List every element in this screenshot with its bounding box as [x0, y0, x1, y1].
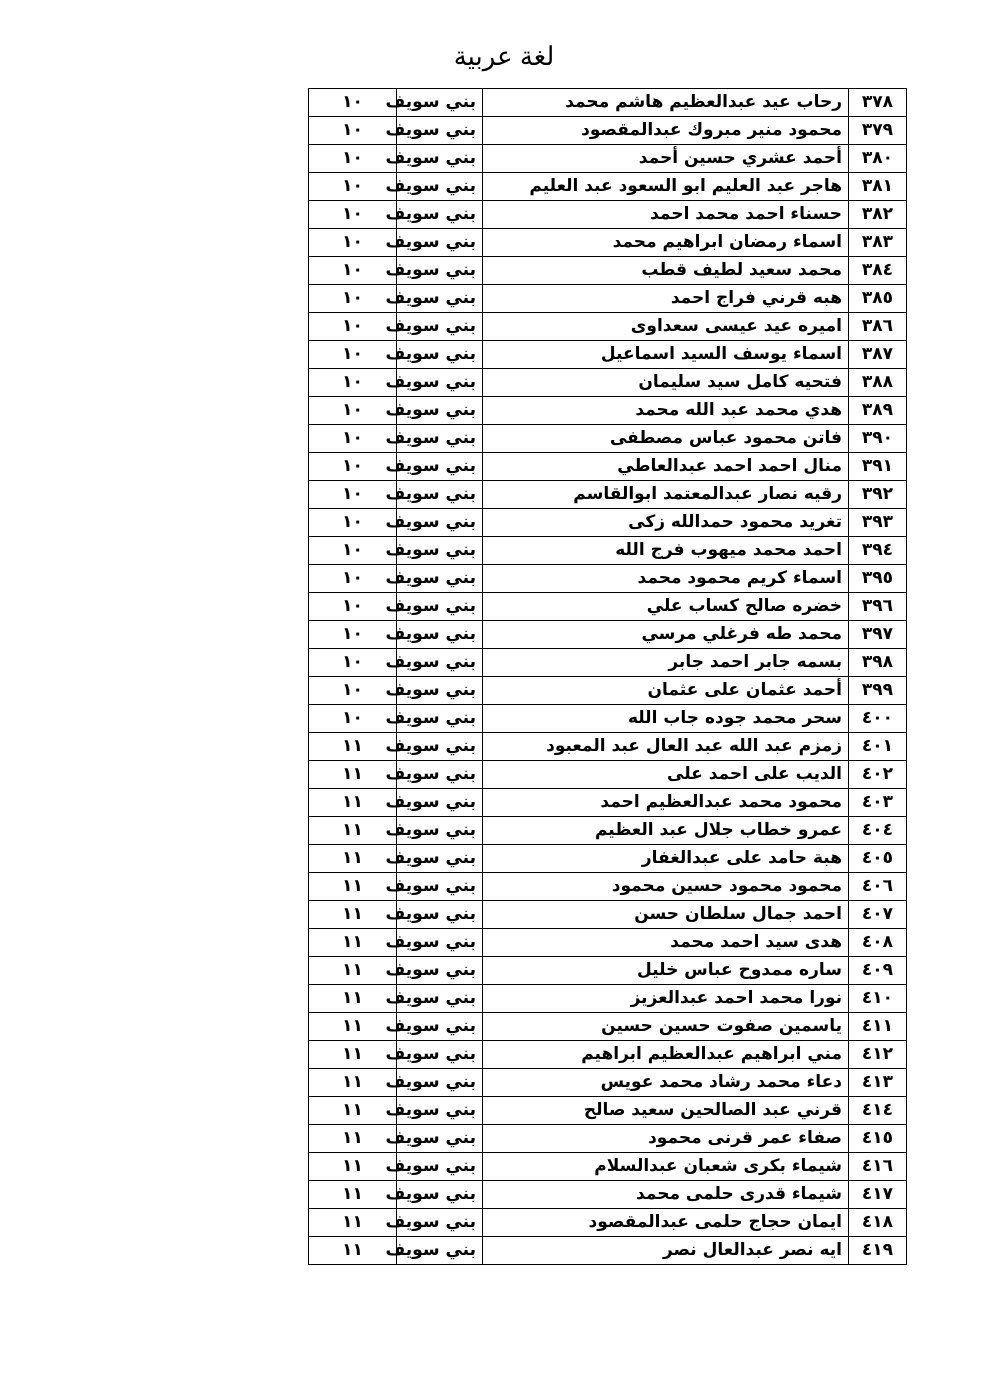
row-grade: ١١	[309, 733, 397, 761]
row-name: هدى سيد احمد محمد	[483, 929, 849, 957]
row-name: تغريد محمود حمدالله زكى	[483, 509, 849, 537]
row-number: ٣٩١	[849, 453, 907, 481]
row-name: ايمان حجاج حلمى عبدالمقصود	[483, 1209, 849, 1237]
table-row	[309, 285, 907, 313]
row-name: زمزم عبد الله عبد العال عبد المعبود	[483, 733, 849, 761]
row-name: اسماء كريم محمود محمد	[483, 565, 849, 593]
row-name: محمود محمد عبدالعظيم احمد	[483, 789, 849, 817]
row-governorate: بني سويف	[397, 509, 483, 537]
row-governorate: بني سويف	[397, 901, 483, 929]
row-grade: ١١	[309, 1237, 397, 1265]
row-name: قرني عبد الصالحين سعيد صالح	[483, 1097, 849, 1125]
table-body	[309, 89, 907, 1265]
row-governorate: بني سويف	[397, 117, 483, 145]
row-governorate: بني سويف	[397, 705, 483, 733]
row-number: ٤١٨	[849, 1209, 907, 1237]
row-grade: ١٠	[309, 313, 397, 341]
table-row	[309, 397, 907, 425]
row-governorate: بني سويف	[397, 985, 483, 1013]
table-row	[309, 789, 907, 817]
row-grade: ١٠	[309, 341, 397, 369]
row-number: ٣٩٥	[849, 565, 907, 593]
row-grade: ١٠	[309, 621, 397, 649]
table-row	[309, 985, 907, 1013]
table-row	[309, 1209, 907, 1237]
row-grade: ١٠	[309, 117, 397, 145]
row-name: رحاب عيد عبدالعظيم هاشم محمد	[483, 89, 849, 117]
row-grade: ١٠	[309, 481, 397, 509]
row-name: محمد طه فرغلي مرسي	[483, 621, 849, 649]
row-name: ساره ممدوح عباس خليل	[483, 957, 849, 985]
row-name: احمد محمد ميهوب فرج الله	[483, 537, 849, 565]
row-governorate: بني سويف	[397, 145, 483, 173]
table-row	[309, 761, 907, 789]
row-number: ٣٨٣	[849, 229, 907, 257]
row-number: ٤٠٤	[849, 817, 907, 845]
row-governorate: بني سويف	[397, 1153, 483, 1181]
row-name: محمد سعيد لطيف قطب	[483, 257, 849, 285]
row-governorate: بني سويف	[397, 873, 483, 901]
table-row	[309, 453, 907, 481]
row-name: احمد جمال سلطان حسن	[483, 901, 849, 929]
row-name: ايه نصر عبدالعال نصر	[483, 1237, 849, 1265]
row-name: أحمد عشري حسين أحمد	[483, 145, 849, 173]
row-number: ٤١٦	[849, 1153, 907, 1181]
row-governorate: بني سويف	[397, 201, 483, 229]
row-grade: ١١	[309, 1013, 397, 1041]
table-row	[309, 677, 907, 705]
row-name: فاتن محمود عباس مصطفى	[483, 425, 849, 453]
table-row	[309, 1125, 907, 1153]
row-number: ٣٨٦	[849, 313, 907, 341]
table-row	[309, 929, 907, 957]
row-number: ٣٨٤	[849, 257, 907, 285]
table-row	[309, 1181, 907, 1209]
row-governorate: بني سويف	[397, 1069, 483, 1097]
row-governorate: بني سويف	[397, 1097, 483, 1125]
row-grade: ١٠	[309, 229, 397, 257]
row-governorate: بني سويف	[397, 1209, 483, 1237]
row-name: حسناء احمد محمد احمد	[483, 201, 849, 229]
row-grade: ١٠	[309, 565, 397, 593]
row-number: ٤١٠	[849, 985, 907, 1013]
table-row	[309, 621, 907, 649]
table-row	[309, 817, 907, 845]
row-number: ٣٩٩	[849, 677, 907, 705]
row-grade: ١٠	[309, 705, 397, 733]
row-governorate: بني سويف	[397, 1013, 483, 1041]
table-row	[309, 145, 907, 173]
row-grade: ١٠	[309, 509, 397, 537]
row-name: هبة حامد على عبدالغفار	[483, 845, 849, 873]
row-number: ٤٠٦	[849, 873, 907, 901]
row-grade: ١١	[309, 1041, 397, 1069]
row-name: محمود منير مبروك عبدالمقصود	[483, 117, 849, 145]
table-row	[309, 1153, 907, 1181]
row-number: ٣٩٠	[849, 425, 907, 453]
row-name: بسمه جابر احمد جابر	[483, 649, 849, 677]
row-name: هدي محمد عبد الله محمد	[483, 397, 849, 425]
row-name: اسماء رمضان ابراهيم محمد	[483, 229, 849, 257]
row-name: الديب على احمد على	[483, 761, 849, 789]
row-number: ٤٠٣	[849, 789, 907, 817]
table-row	[309, 1069, 907, 1097]
row-grade: ١١	[309, 985, 397, 1013]
row-number: ٤١٣	[849, 1069, 907, 1097]
row-name: دعاء محمد رشاد محمد عويس	[483, 1069, 849, 1097]
row-name: فتحيه كامل سيد سليمان	[483, 369, 849, 397]
row-name: شيماء بكرى شعبان عبدالسلام	[483, 1153, 849, 1181]
table-row	[309, 1237, 907, 1265]
row-name: أحمد عثمان على عثمان	[483, 677, 849, 705]
table-row	[309, 873, 907, 901]
row-governorate: بني سويف	[397, 733, 483, 761]
row-number: ٤٠٧	[849, 901, 907, 929]
row-governorate: بني سويف	[397, 929, 483, 957]
row-number: ٣٩٢	[849, 481, 907, 509]
row-name: ياسمين صفوت حسين حسين	[483, 1013, 849, 1041]
row-number: ٤٠٠	[849, 705, 907, 733]
table-row	[309, 957, 907, 985]
row-number: ٣٩٤	[849, 537, 907, 565]
row-grade: ١٠	[309, 649, 397, 677]
row-grade: ١٠	[309, 145, 397, 173]
row-governorate: بني سويف	[397, 1125, 483, 1153]
row-number: ٤٠٥	[849, 845, 907, 873]
row-grade: ١١	[309, 901, 397, 929]
row-governorate: بني سويف	[397, 481, 483, 509]
row-governorate: بني سويف	[397, 397, 483, 425]
table-row	[309, 1097, 907, 1125]
row-number: ٣٩٦	[849, 593, 907, 621]
row-grade: ١٠	[309, 593, 397, 621]
row-number: ٤١٧	[849, 1181, 907, 1209]
row-governorate: بني سويف	[397, 257, 483, 285]
row-grade: ١١	[309, 1153, 397, 1181]
row-grade: ١١	[309, 1209, 397, 1237]
row-grade: ١١	[309, 873, 397, 901]
row-grade: ١٠	[309, 453, 397, 481]
row-number: ٤١٤	[849, 1097, 907, 1125]
table-row	[309, 593, 907, 621]
row-grade: ١٠	[309, 257, 397, 285]
row-name: اميره عيد عيسى سعداوى	[483, 313, 849, 341]
row-governorate: بني سويف	[397, 229, 483, 257]
table-row	[309, 117, 907, 145]
row-governorate: بني سويف	[397, 1181, 483, 1209]
row-grade: ١١	[309, 761, 397, 789]
row-governorate: بني سويف	[397, 425, 483, 453]
row-grade: ١١	[309, 929, 397, 957]
row-number: ٣٧٩	[849, 117, 907, 145]
row-grade: ١٠	[309, 285, 397, 313]
row-governorate: بني سويف	[397, 369, 483, 397]
row-name: هاجر عبد العليم ابو السعود عبد العليم	[483, 173, 849, 201]
row-grade: ١٠	[309, 537, 397, 565]
row-governorate: بني سويف	[397, 677, 483, 705]
row-grade: ١٠	[309, 89, 397, 117]
row-number: ٣٨٩	[849, 397, 907, 425]
table-row	[309, 649, 907, 677]
table-row	[309, 705, 907, 733]
table-row	[309, 341, 907, 369]
row-name: منال احمد احمد عبدالعاطي	[483, 453, 849, 481]
row-name: اسماء يوسف السيد اسماعيل	[483, 341, 849, 369]
row-governorate: بني سويف	[397, 761, 483, 789]
row-number: ٤١٢	[849, 1041, 907, 1069]
row-governorate: بني سويف	[397, 621, 483, 649]
row-name: نورا محمد احمد عبدالعزيز	[483, 985, 849, 1013]
row-grade: ١٠	[309, 369, 397, 397]
row-name: رقيه نصار عبدالمعتمد ابوالقاسم	[483, 481, 849, 509]
row-governorate: بني سويف	[397, 341, 483, 369]
row-number: ٣٩٣	[849, 509, 907, 537]
row-governorate: بني سويف	[397, 565, 483, 593]
row-grade: ١١	[309, 845, 397, 873]
row-number: ٣٨١	[849, 173, 907, 201]
table-row	[309, 901, 907, 929]
table-row	[309, 1013, 907, 1041]
row-number: ٤٠٨	[849, 929, 907, 957]
row-name: هبه قرني فراج احمد	[483, 285, 849, 313]
row-number: ٣٨٢	[849, 201, 907, 229]
table-row	[309, 845, 907, 873]
table-row	[309, 1041, 907, 1069]
table-row	[309, 257, 907, 285]
row-governorate: بني سويف	[397, 817, 483, 845]
table-row	[309, 313, 907, 341]
table-row	[309, 733, 907, 761]
row-governorate: بني سويف	[397, 845, 483, 873]
row-governorate: بني سويف	[397, 1041, 483, 1069]
table-row	[309, 201, 907, 229]
row-number: ٣٩٧	[849, 621, 907, 649]
table-row	[309, 537, 907, 565]
table-row	[309, 425, 907, 453]
row-name: سحر محمد جوده جاب الله	[483, 705, 849, 733]
table-row	[309, 509, 907, 537]
page-title: لغة عربية	[453, 41, 555, 71]
row-governorate: بني سويف	[397, 89, 483, 117]
table-row	[309, 229, 907, 257]
row-grade: ١٠	[309, 425, 397, 453]
row-governorate: بني سويف	[397, 313, 483, 341]
row-name: مني ابراهيم عبدالعظيم ابراهيم	[483, 1041, 849, 1069]
row-governorate: بني سويف	[397, 789, 483, 817]
row-grade: ١١	[309, 1097, 397, 1125]
row-name: خضره صالح كساب علي	[483, 593, 849, 621]
row-grade: ١١	[309, 1125, 397, 1153]
row-governorate: بني سويف	[397, 173, 483, 201]
row-number: ٤٠٢	[849, 761, 907, 789]
row-number: ٣٨٨	[849, 369, 907, 397]
row-governorate: بني سويف	[397, 453, 483, 481]
row-grade: ١١	[309, 957, 397, 985]
row-governorate: بني سويف	[397, 593, 483, 621]
row-number: ٤١٥	[849, 1125, 907, 1153]
row-name: محمود محمود حسين محمود	[483, 873, 849, 901]
row-grade: ١٠	[309, 201, 397, 229]
row-grade: ١١	[309, 817, 397, 845]
table-row	[309, 173, 907, 201]
row-governorate: بني سويف	[397, 537, 483, 565]
names-table	[308, 88, 907, 1265]
table-row	[309, 369, 907, 397]
row-number: ٣٨٥	[849, 285, 907, 313]
row-name: شيماء قدرى حلمى محمد	[483, 1181, 849, 1209]
row-number: ٣٧٨	[849, 89, 907, 117]
row-name: صفاء عمر قرنى محمود	[483, 1125, 849, 1153]
row-grade: ١١	[309, 789, 397, 817]
row-grade: ١٠	[309, 677, 397, 705]
row-number: ٤١٩	[849, 1237, 907, 1265]
table-row	[309, 481, 907, 509]
row-governorate: بني سويف	[397, 1237, 483, 1265]
row-governorate: بني سويف	[397, 957, 483, 985]
row-grade: ١٠	[309, 173, 397, 201]
row-number: ٤٠٩	[849, 957, 907, 985]
row-governorate: بني سويف	[397, 285, 483, 313]
row-name: عمرو خطاب جلال عبد العظيم	[483, 817, 849, 845]
row-governorate: بني سويف	[397, 649, 483, 677]
row-number: ٣٨٧	[849, 341, 907, 369]
row-number: ٣٨٠	[849, 145, 907, 173]
table-row	[309, 565, 907, 593]
row-number: ٣٩٨	[849, 649, 907, 677]
row-number: ٤١١	[849, 1013, 907, 1041]
row-number: ٤٠١	[849, 733, 907, 761]
row-grade: ١١	[309, 1069, 397, 1097]
row-grade: ١١	[309, 1181, 397, 1209]
row-grade: ١٠	[309, 397, 397, 425]
table-row	[309, 89, 907, 117]
